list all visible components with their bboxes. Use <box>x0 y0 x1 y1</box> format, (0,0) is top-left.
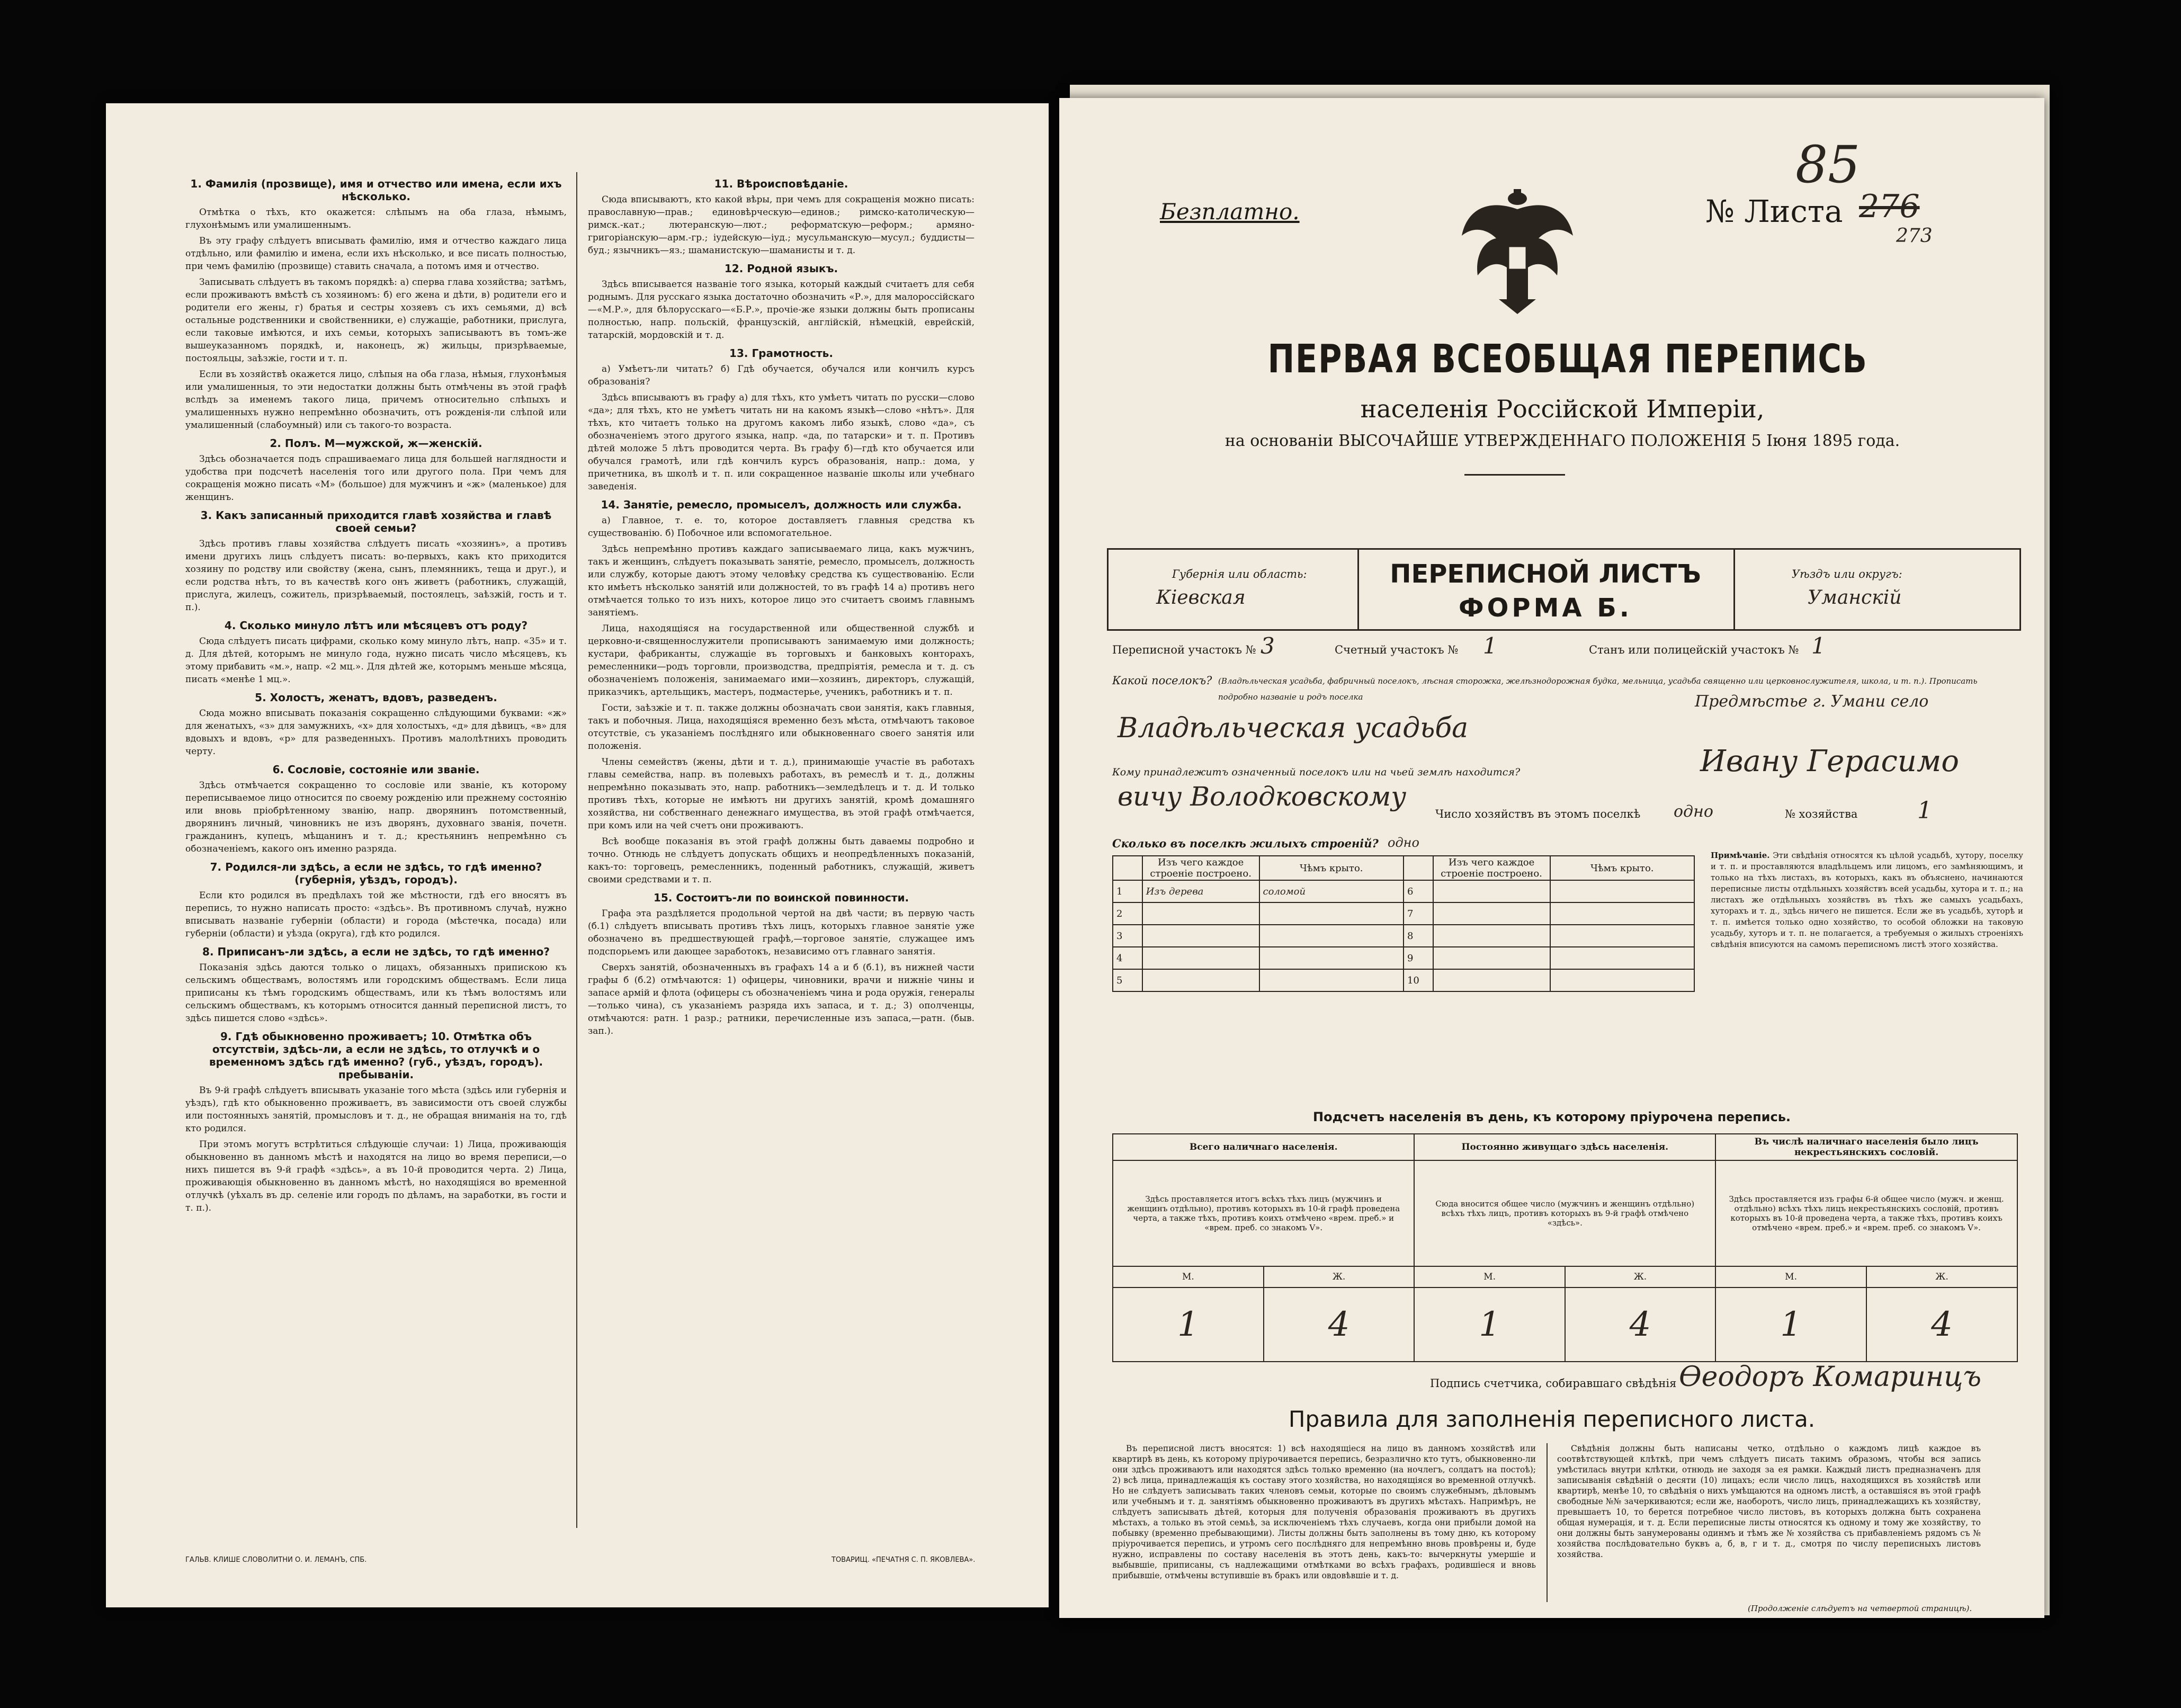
building-number: 3 <box>1113 925 1142 947</box>
building-material <box>1433 947 1550 969</box>
form-title-2: ФОРМА Б. <box>1458 593 1633 623</box>
building-number: 6 <box>1404 880 1433 902</box>
rules-column-1: Въ переписной листъ вносятся: 1) всѣ находящіеся на лицо въ данномъ хозяйствѣ или квартирѣ въ день, къ которому пріурочивается перепись, безразлично кто тутъ, обыкновенно-ли они здѣсь проживаютъ или находятся здѣсь только временно (на ночлегъ, солдатъ на постоѣ); 2) всѣ лица, принадлежащія къ составу этого хозяйства, но находящіяся во временной отлучкѣ. Но не слѣдуетъ записывать таких членовъ семьи, которые по своимъ служебнымъ, дѣловымъ или учебнымъ и т. д. занятіямъ обыкновенно проживаютъ въ другихъ мѣстахъ. Напримѣръ, не слѣдуетъ записывать дѣтей, которыя для полученія образованія проживаютъ въ другихъ мѣстахъ, а только въ этой семьѣ, за исключеніемъ тѣхъ случаевъ, когда они прибыли домой на побывку (временно пребывающими). Листы должны быть заполнены въ тому дню, къ которому пріурочивается перепись, и утромъ сего послѣдняго для непремѣнно вновь провѣрены и, буде нужно, исправлены по составу населенія въ этотъ день, какъ-то: вычеркнуты умершіе и выбывшіе, приписаны, съ надлежащими отмѣтками во всѣхъ графахъ, родившіеся и вновь прибывшіе, отмѣчены вступившіе въ бракъ или овдовѣвшіе и т. д. <box>1112 1444 1536 1580</box>
building-number: 10 <box>1404 969 1433 991</box>
instruction-paragraph: Если кто родился въ предѣлахъ той же мѣстности, гдѣ его вносятъ въ перепись, то нужно написать просто: «здѣсь». Въ противномъ случаѣ, нужно вписывать названіе губерніи (области) и города (мѣстечка, посада) или губерніи (области) и уѣзда (округа), гдѣ кто родился. <box>185 890 567 939</box>
female-header: Ж. <box>1565 1266 1715 1287</box>
instruction-heading: 3. Какъ записанный приходится главѣ хозяйства и главѣ своей семьи? <box>200 509 552 534</box>
building-material <box>1433 880 1550 902</box>
census-subtitle: населенія Россійской Имперіи, <box>1360 395 1765 423</box>
instruction-heading: 6. Сословіе, состояніе или званіе. <box>272 763 480 776</box>
buildings-table <box>1112 855 1695 992</box>
female-count: 4 <box>1866 1287 2017 1362</box>
instruction-paragraph: Сюда можно вписывать показанія сокращенно слѣдующими буквами: «ж» для женатыхъ, «з» для замужнихъ, «х» для холостыхъ, «д» для дѣвицъ, «в» для вдовыхъ и вдовъ, «р» для разведенныхъ. Противъ малолѣтнихъ проводить черту. <box>185 708 567 757</box>
instruction-heading: 8. Приписанъ-ли здѣсь, а если не здѣсь, то гдѣ именно? <box>202 945 550 958</box>
building-material <box>1142 925 1259 947</box>
form-box-divider-right <box>1733 550 1735 629</box>
census-basis: на основаніи ВЫСОЧАЙШЕ УТВЕРЖДЕННАГО ПОЛОЖЕНІЯ 5 Іюня 1895 года. <box>1224 432 1900 450</box>
instruction-paragraph: Здѣсь отмѣчается сокращенно то сословіе или званіе, къ которому переписываемое лицо относится по своему рожденію или прежнему состоянію или вновь пріобрѣтенному званію, напр. дворянинъ потомственный, дворянинъ личный, чиновникъ не изъ дворянъ, духовнаго званія, почетн. гражданинъ, купецъ, мѣщанинъ и т. д.; крестьянинъ непремѣнно съ обозначеніемъ, какого онъ именно разряда. <box>185 780 567 854</box>
summary-group-description: Здѣсь проставляется итогъ всѣхъ тѣхъ лицъ (мужчинъ и женщинъ отдѣльно), противъ которыхъ въ 10-й графѣ проведена черта, а также тѣхъ, противъ коихъ отмѣчено «врем. преб.» и «врем. преб. со знакомъ V». <box>1113 1160 1414 1266</box>
uezd-label: Уѣздъ или округъ: <box>1792 568 1902 580</box>
instruction-paragraph: Члены семействъ (жены, дѣти и т. д.), принимающіе участіе въ работахъ главы семейства, напр. въ полевыхъ работахъ, въ ремеслѣ и т. д., должны непремѣнно показывать это, напр. работникъ—земледѣлецъ и т. д. И только противъ тѣхъ, которые не имѣютъ ни другихъ занятій, кромѣ домашняго хозяйства, ни собственнаго денежнаго имущества, въ этой графѣ отмѣчается, при комъ или на чей счетъ они проживаютъ. <box>588 757 975 831</box>
instruction-heading: 15. Состоитъ-ли по воинской повинности. <box>653 891 909 904</box>
instruction-paragraph: Здѣсь противъ главы хозяйства слѣдуетъ писать «хозяинъ», а противъ имени другихъ лицъ слѣдуетъ писать: во-первыхъ, какъ кто приходится хозяину по родству или свойству (жена, сынъ, племянникъ, теща и друг.), и если родства нѣтъ, то въ качествѣ кого онъ живетъ (работникъ, служащій, прислуга, жилецъ, сожитель, призрѣваемый, постоялецъ, заѣзжій, гость и т. п.). <box>185 539 567 613</box>
instruction-paragraph: Всѣ вообще показанія въ этой графѣ должны быть даваемы подробно и точно. Отнюдь не слѣдуетъ допускать общихъ и неопредѣленныхъ показаній, какъ-то: торговецъ, ремесленникъ, поденный работникъ, служащій, живетъ своими средствами и т. п. <box>588 836 975 885</box>
male-header: М. <box>1715 1266 1866 1287</box>
instruction-paragraph: а) Главное, т. е. то, которое доставляетъ главныя средства къ существованію. б) Побочное или вспомогательное. <box>588 515 975 539</box>
material-header-2: Изъ чего каждое строеніе построено. <box>1433 856 1550 880</box>
instruction-paragraph: Записывать слѣдуетъ въ такомъ порядкѣ: а) сперва глава хозяйства; затѣмъ, если проживаютъ вмѣстѣ съ хозяиномъ: б) его жена и дѣти, в) родители его и родители его жены, г) братья и сестры хозяевъ съ ихъ семьями, д) всѣ остальные родственники и свойственники, е) служащіе, работники, прислуга, если таковые имѣются, и ихъ семьи, которыхъ записываютъ въ томъ-же вышеуказанномъ порядкѣ, и, наконецъ, ж) жильцы, призрѣваемые, постояльцы, заѣзжіе, гости и т. п. <box>185 277 567 364</box>
instruction-paragraph: Въ эту графу слѣдуетъ вписывать фамилію, имя и отчество каждаго лица отдѣльно, или фамилію и имена, если ихъ нѣсколько, и все писать полностью, при чемъ фамилію (прозвище) ставить сначала, а потомъ имя и отчество. <box>185 236 567 272</box>
instruction-paragraph: Лица, находящіяся на государственной или общественной службѣ и церковно-и-священнослужители прописываютъ занимаемую ими должность; кустари, фабриканты, служащіе въ торговыхъ и банковыхъ конторахъ, ремесленники—родъ торговли, производства, предпріятія, ремесла и т. д. съ обозначеніемъ положенія, занимаемаго ими—хозяинъ, директоръ, служащій, приказчикъ, артельщикъ, мастеръ, подмастерье, ученикъ, работникъ и т. п. <box>588 623 975 697</box>
free-label: Безплатно. <box>1160 199 1300 225</box>
instruction-heading: 2. Полъ. М—мужской, ж—женскій. <box>270 437 482 450</box>
households-label: Число хозяйствъ въ этомъ поселкѣ <box>1435 808 1641 820</box>
building-row <box>1113 880 1694 902</box>
instruction-paragraph: Сюда слѣдуетъ писать цифрами, сколько кому минуло лѣтъ, напр. «35» и т. д. Для дѣтей, которымъ не минуло года, нужно писать число мѣсяцевъ, къ этому прибавить «м.», напр. «2 мц.». Для дѣтей же, которымъ меньше мѣсяца, писать «менѣе 1 мц.». <box>185 636 567 685</box>
male-count: 1 <box>1113 1287 1264 1362</box>
building-roof <box>1259 902 1404 925</box>
building-roof <box>1259 925 1404 947</box>
building-row <box>1113 947 1694 969</box>
summary-heading: Подсчетъ населенія въ день, къ которому пріурочена перепись. <box>1313 1110 1791 1124</box>
building-roof: соломой <box>1259 880 1404 902</box>
building-number: 7 <box>1404 902 1433 925</box>
instructions-column-1 <box>185 172 567 1528</box>
signature-value: Ѳеодоръ Комаринцъ <box>1679 1361 1982 1393</box>
uchastok-value: 3 <box>1261 633 1275 659</box>
building-roof <box>1550 969 1694 991</box>
building-number: 2 <box>1113 902 1142 925</box>
building-number: 4 <box>1113 947 1142 969</box>
building-number: 8 <box>1404 925 1433 947</box>
building-material <box>1433 925 1550 947</box>
column-divider <box>576 172 577 1528</box>
printer-imprint-right: ТОВАРИЩ. «ПЕЧАТНЯ С. П. ЯКОВЛЕВА». <box>832 1556 976 1564</box>
instruction-paragraph: а) Умѣетъ-ли читать? б) Гдѣ обучается, обучался или кончилъ курсъ образованія? <box>588 364 975 387</box>
instruction-heading: 14. Занятіе, ремесло, промыселъ, должность или служба. <box>601 498 962 511</box>
note-text: Эти свѣдѣнія относятся къ цѣлой усадьбѣ, хутору, поселку и т. п. и проставляются владѣльцемъ или лицомъ, его замѣняющимъ, и только на тѣхъ листахъ, въ которыхъ, какъ въ объяснено, начинаются переписные листы отдѣльныхъ хозяйствъ всей усадьбы, хутора и т. п.; на листахъ же отдѣльныхъ хозяйствъ въ тѣхъ же самыхъ усадьбахъ, хуторахъ и т. д., здѣсь ничего не пишется. Если же въ усадьбѣ, хуторѣ и т. п. имѣется только одно хозяйство, то особой обложки на таковую усадьбу, хуторъ и т. п. не полагается, а требуемыя о жилыхъ строеніяхъ свѣдѣнія вписуются на самомъ переписномъ листѣ этого хозяйства. <box>1711 851 2023 949</box>
male-count: 1 <box>1414 1287 1565 1362</box>
instruction-paragraph: Показанія здѣсь даются только о лицахъ, обязанныхъ припискою къ сельскимъ обществамъ, волостямъ или городскимъ обществамъ. Если лица приписаны къ тѣмъ городскимъ обществамъ, или къ тѣмъ волостямъ или сельскимъ обществамъ, къ которымъ относится данный переписной листъ, то здѣсь пишется слово «здѣсь». <box>185 962 567 1024</box>
building-row <box>1113 925 1694 947</box>
uchastok-label: Переписной участокъ № <box>1112 643 1256 656</box>
note-block <box>1711 850 2023 950</box>
instruction-paragraph: Сюда вписываютъ, кто какой вѣры, при чемъ для сокращенія можно писать: православную—прав.; единовѣрческую—единов.; римско-католическую—римск.-кат.; лютеранскую—лют.; реформатскую—реформ.; армяно-григоріанскую—арм.-гр.; іудейскую—іуд.; мусульманскую—мусул.; буддисты—буд.; язычникъ—яз.; шаманистскую—шаманисты и т. д. <box>588 194 975 256</box>
female-count: 4 <box>1264 1287 1415 1362</box>
building-number: 1 <box>1113 880 1142 902</box>
schetny-label: Счетный участокъ № <box>1335 643 1459 656</box>
households-value: одно <box>1674 802 1713 821</box>
sheet-number-handwritten: 276 <box>1859 188 1920 225</box>
rules-divider <box>1547 1443 1548 1602</box>
gubernia-label: Губернія или область: <box>1172 568 1307 580</box>
summary-group-title: Всего наличнаго населенія. <box>1113 1134 1414 1160</box>
instruction-heading: 7. Родился-ли здѣсь, а если не здѣсь, то гдѣ именно? (губернія, уѣздъ, городъ). <box>210 861 542 886</box>
roof-header: Чѣмъ крыто. <box>1259 856 1404 880</box>
poselok-value-1: Предмѣстье г. Умани село <box>1695 692 1929 711</box>
instruction-heading: 11. Вѣроисповѣданіе. <box>714 177 848 190</box>
title-rule <box>1464 474 1565 476</box>
poselok-hint: (Владѣльческая усадьба, фабричный поселокъ, лѣсная сторожка, желѣзнодорожная будка, мельница, усадьба священно или церковнослужителя, школа, и т. п.). Прописать подробно названіе и родъ поселка <box>1218 676 1978 702</box>
stan-label: Станъ или полицейскій участокъ № <box>1589 643 1799 656</box>
female-header: Ж. <box>1866 1266 2017 1287</box>
instruction-heading: 1. Фамилія (прозвище), имя и отчество или имена, если ихъ нѣсколько. <box>190 177 562 203</box>
instruction-heading: 4. Сколько минуло лѣтъ или мѣсяцевъ отъ роду? <box>224 619 528 632</box>
instruction-paragraph: Сверхъ занятій, обозначенныхъ въ графахъ 14 а и б (б.1), въ нижней части графы б (б.2) отмѣчаются: 1) офицеры, чиновники, врачи и нижніе чины и запасе армій и флота (офицеры съ обозначеніемъ чина и рода оружія, генералы—только чина), съ указаніемъ разряда ихъ запаса, и т. д.; 3) ополченцы, отмѣчаются: ратн. 1 разр.; ратники, перечисленные изъ запаса,—ратн. (быв. зап.). <box>588 962 975 1036</box>
uezd-value: Уманскій <box>1808 587 1902 609</box>
building-roof <box>1550 947 1694 969</box>
rules-title: Правила для заполненія переписного листа. <box>1288 1406 1816 1432</box>
building-row <box>1113 902 1694 925</box>
buildings-label: Сколько въ поселкѣ жилыхъ строеній? <box>1112 837 1379 850</box>
building-material: Изъ дерева <box>1142 880 1259 902</box>
instruction-paragraph: Графа эта раздѣляется продольной чертой на двѣ части; въ первую часть (б.1) слѣдуетъ вписывать противъ тѣхъ лицъ, которыхъ главное занятіе уже обозначено въ предшествующей графѣ,—торговое занятіе, служащее имъ подспорьемъ или дающее заработокъ, независимо отъ главнаго занятія. <box>588 908 975 957</box>
building-number: 5 <box>1113 969 1142 991</box>
census-title: ПЕРВАЯ ВСЕОБЩАЯ ПЕРЕПИСЬ <box>1267 336 1868 382</box>
roof-header-2: Чѣмъ крыто. <box>1550 856 1694 880</box>
instruction-paragraph: Здѣсь непремѣнно противъ каждаго записываемаго лица, какъ мужчинъ, такъ и женщинъ, слѣдуетъ показывать занятіе, ремесло, промыселъ, должность или службу, которые даютъ этому человѣку средства къ существованію. Если кто имѣетъ нѣсколько занятій или должностей, то въ графѣ 14 а) противъ него отмѣчается только то изъ нихъ, которое лицо это считаетъ своимъ главнымъ занятіемъ. <box>588 544 975 618</box>
instruction-heading: 5. Холостъ, женатъ, вдовъ, разведенъ. <box>255 691 497 704</box>
building-roof <box>1550 925 1694 947</box>
buildings-value: одно <box>1388 835 1419 850</box>
instruction-heading: 13. Грамотность. <box>729 347 833 360</box>
male-header: М. <box>1113 1266 1264 1287</box>
instructions-column-2 <box>588 172 975 1528</box>
owner-value-1: Ивану Герасимо <box>1700 744 1960 779</box>
household-no-label: № хозяйства <box>1785 808 1858 820</box>
archive-number: 85 <box>1795 135 1861 194</box>
building-material <box>1433 902 1550 925</box>
male-header: М. <box>1414 1266 1565 1287</box>
building-material <box>1142 947 1259 969</box>
summary-group-description: Сюда вносится общее число (мужчинъ и женщинъ отдѣльно) всѣхъ тѣхъ лицъ, противъ которыхъ въ 9-й графѣ отмѣчено «здѣсь». <box>1414 1160 1715 1266</box>
printer-imprint-left: ГАЛЬВ. КЛИШЕ СЛОВОЛИТНИ О. И. ЛЕМАНЪ, СПБ. <box>185 1556 367 1564</box>
female-count: 4 <box>1565 1287 1715 1362</box>
building-roof <box>1259 969 1404 991</box>
poselok-value-2: Владѣльческая усадьба <box>1118 712 1469 744</box>
building-roof <box>1550 880 1694 902</box>
instruction-paragraph: Отмѣтка о тѣхъ, кто окажется: слѣпымъ на оба глаза, нѣмымъ, глухонѣмымъ или умалишеннымъ. <box>185 207 567 230</box>
instruction-paragraph: Здѣсь обозначается подъ спрашиваемаго лица для большей наглядности и удобства при подсчетѣ населенія того или другого пола. При чемъ для сокращенія можно писать «М» (большое) для мужчинъ и «ж» (маленькое) для женщинъ. <box>185 454 567 503</box>
left-page <box>106 103 1049 1607</box>
building-roof <box>1550 902 1694 925</box>
population-summary-table <box>1112 1133 2018 1362</box>
building-material <box>1142 902 1259 925</box>
rules-column-2: Свѣдѣнія должны быть написаны четко, отдѣльно о каждомъ лицѣ каждое въ соотвѣтствующей клѣткѣ, при чемъ слѣдуетъ писать такимъ образомъ, чтобы вся запись умѣстилась внутри клѣтки, отнюдь не заходя за ея рамки. Каждый листъ предназначенъ для записыванія свѣдѣній о десяти (10) лицахъ; если число лицъ, находящихся въ хозяйствѣ или квартирѣ, менѣе 10, то свѣдѣнія о нихъ умѣщаются на одномъ листѣ, а оставшіяся въ этой графѣ свободные №№ зачеркиваются; если же, наоборотъ, число лицъ, принадлежащихъ къ хозяйству, превышаетъ 10, то берется потребное число листовъ, въ которыхъ должна быть сохранена общая нумерація, и т. д. Если переписные листы относятся къ одному и тому же хозяйству, то они должны быть занумерованы одинмъ и тѣмъ же № хозяйства съ прибавленіемъ рядомъ съ № хозяйства послѣдовательно буквъ а, б, в, г и т. д., смотря по числу переписныхъ листовъ хозяйства. <box>1557 1444 1981 1559</box>
poselok-label: Какой поселокъ? <box>1112 674 1212 687</box>
rules-continued: (Продолженіе слѣдуетъ на четвертой страницѣ). <box>1748 1604 1972 1613</box>
form-header-box <box>1107 548 2021 631</box>
instruction-paragraph: При этомъ могутъ встрѣтиться слѣдующіе случаи: 1) Лица, проживающія обыкновенно въ данномъ мѣстѣ и находятся на лицо во время переписи,—о нихъ пишется въ 9-й графѣ «здѣсь», а въ 10-й проводится черта. 2) Лица, проживающія обыкновенно въ данномъ мѣстѣ, но находящіяся во временной отлучкѣ (уѣхалъ въ др. селеніе или городъ по дѣламъ, на заработки, въ гости и т. п.). <box>185 1139 567 1213</box>
instruction-heading: 12. Родной языкъ. <box>724 262 838 275</box>
gubernia-value: Кіевская <box>1156 587 1246 609</box>
building-number: 9 <box>1404 947 1433 969</box>
sheet-number-corrected: 273 <box>1896 225 1933 247</box>
summary-group-description: Здѣсь проставляется изъ графы 6-й общее число (мужч. и женщ. отдѣльно) всѣхъ тѣхъ лицъ некрестьянскихъ сословій, противъ которыхъ въ 10-й проведена черта, а также тѣхъ, противъ коихъ отмѣчено «врем. преб.» и «врем. преб. со знакомъ V». <box>1715 1160 2017 1266</box>
sheet-number-label: № Листа <box>1705 193 1843 229</box>
signature-label: Подпись счетчика, собиравшаго свѣдѣнія <box>1430 1377 1677 1390</box>
instruction-heading: 9. Гдѣ обыкновенно проживаетъ; 10. Отмѣтка объ отсутствіи, здѣсь-ли, а если не здѣсь, то отлучкѣ и о временномъ здѣсь гдѣ именно? (губ., уѣздъ, городъ). пребываніи. <box>209 1030 543 1081</box>
schetny-value: 1 <box>1483 633 1497 659</box>
double-headed-eagle-emblem <box>1451 188 1584 315</box>
instruction-paragraph: Здѣсь вписываютъ въ графу а) для тѣхъ, кто умѣетъ читать по русски—слово «да»; для тѣхъ, кто не умѣетъ читать ни на какомъ языкѣ—слово «нѣтъ». Для тѣхъ, кто читаетъ только на другомъ какомъ либо языкѣ, слово «да», съ обозначеніемъ этого другого языка, напр. «да, по татарски» и т. п. Противъ дѣтей моложе 5 лѣтъ проводится черта. Въ графу б)—гдѣ кто обучается или обучался грамотѣ, или гдѣ кончилъ курсъ образованія, напр.: дома, у причетника, въ школѣ и т. п. или сокращенное названіе школы или учебнаго заведенія. <box>588 392 975 492</box>
building-material <box>1433 969 1550 991</box>
owner-label: Кому принадлежитъ означенный поселокъ или на чьей землѣ находится? <box>1112 766 1521 778</box>
building-material <box>1142 969 1259 991</box>
building-roof <box>1259 947 1404 969</box>
building-row <box>1113 969 1694 991</box>
summary-group-title: Въ числѣ наличнаго населенія было лицъ некрестьянскихъ сословій. <box>1715 1134 2017 1160</box>
female-header: Ж. <box>1264 1266 1415 1287</box>
form-box-divider-left <box>1357 550 1359 629</box>
instruction-paragraph: Въ 9-й графѣ слѣдуетъ вписывать указаніе того мѣста (здѣсь или губернія и уѣздъ), гдѣ кто обыкновенно проживаетъ, въ зависимости отъ своей службы или постоянныхъ занятій, промысловъ и т. д., не обращая вниманія на то, гдѣ кто родился. <box>185 1085 567 1134</box>
owner-value-2: вичу Володковскому <box>1118 781 1407 812</box>
form-title-1: ПЕРЕПИСНОЙ ЛИСТЪ <box>1390 559 1701 589</box>
note-title: Примѣчаніе. <box>1711 851 1770 860</box>
household-no-value: 1 <box>1917 797 1932 824</box>
material-header: Изъ чего каждое строеніе построено. <box>1142 856 1259 880</box>
instruction-paragraph: Если въ хозяйствѣ окажется лицо, слѣпыя на оба глаза, нѣмыя, глухонѣмыя или умалишенныя, то эти недостатки должны быть отмѣчены въ этой графѣ вслѣдъ за именемъ такого лица, причемъ относительно слѣпыхъ и умалишенныхъ нужно непремѣнно обозначить, отъ рожденія-ли слѣпой или умалишенный (слабоумный) или съ такого-то возраста. <box>185 369 567 431</box>
instruction-paragraph: Гости, заѣзжіе и т. п. также должны обозначать свои занятія, какъ главныя, такъ и побочныя. Лица, находящіяся временно безъ мѣста, отмѣчаютъ таковое отсутствіе, съ указаніемъ послѣдняго или обыкновеннаго своего занятія или положенія. <box>588 703 975 752</box>
summary-group-title: Постоянно живущаго здѣсь населенія. <box>1414 1134 1715 1160</box>
instruction-paragraph: Здѣсь вписывается названіе того языка, который каждый считаетъ для себя роднымъ. Для русскаго языка достаточно обозначить «Р.», для малороссійскаго—«М.Р.», для бѣлорусскаго—«Б.Р.», прочіе-же языки должны быть прописаны полностью, напр. польскій, французскій, англійскій, нѣмецкій, еврейскій, татарскій, мордовскій и т. д. <box>588 279 975 341</box>
stan-value: 1 <box>1811 633 1826 659</box>
census-form-page <box>1059 98 2044 1618</box>
male-count: 1 <box>1715 1287 1866 1362</box>
